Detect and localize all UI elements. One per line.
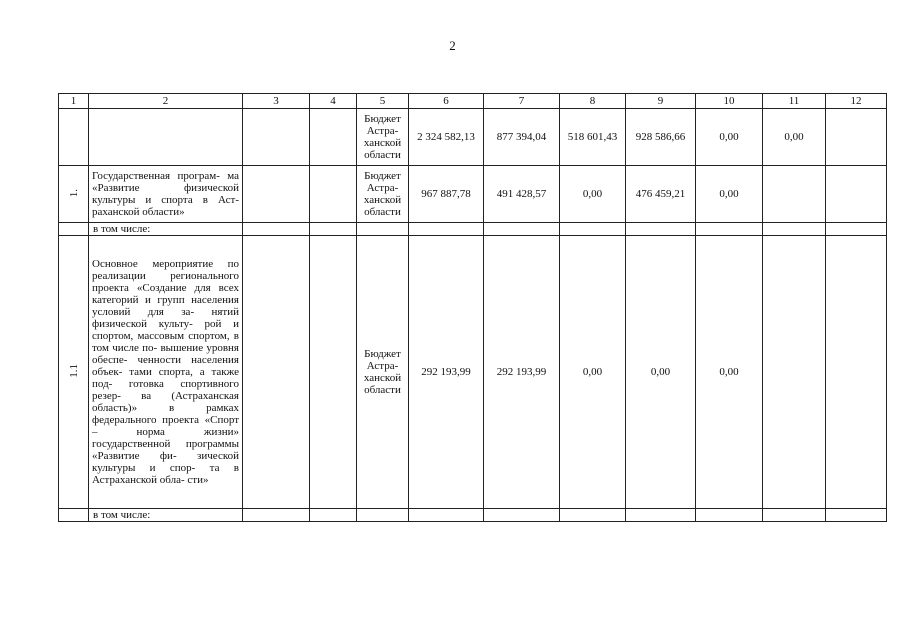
column-header: 5 xyxy=(357,94,409,109)
activity-name-cell: Основное мероприятие по реализации регионального проекта «Создание для всех категорий и групп населения условий для за- нятий физической культу- рой и спортом, массовым спортом, в том числе по- вышение уровня обеспе- ченности населения объек- тами спорта, а также под- готовка спортивного резер- ва (Астраханская область)» в рамках федерального проекта «Спорт – норма жизни» государственной программы «Развитие фи- зической культуры и спор- та в Астраханской обла- сти» xyxy=(89,236,243,509)
table-cell xyxy=(59,109,89,166)
amount-cell: 877 394,04 xyxy=(484,109,560,166)
table-cell xyxy=(243,223,310,236)
row-number-cell xyxy=(59,166,89,223)
funding-source-cell: Бюджет Астра- ханской области xyxy=(357,109,409,166)
table-cell xyxy=(310,236,357,509)
amount-cell: 0,00 xyxy=(560,166,626,223)
table-cell xyxy=(696,509,763,522)
amount-cell: 476 459,21 xyxy=(626,166,696,223)
table-cell xyxy=(243,236,310,509)
table-cell xyxy=(243,166,310,223)
amount-cell xyxy=(763,166,826,223)
column-header: 3 xyxy=(243,94,310,109)
column-header: 4 xyxy=(310,94,357,109)
amount-cell: 967 887,78 xyxy=(409,166,484,223)
column-header: 11 xyxy=(763,94,826,109)
table-cell xyxy=(357,223,409,236)
amount-cell: 292 193,99 xyxy=(484,236,560,509)
amount-cell xyxy=(826,236,887,509)
column-header: 2 xyxy=(89,94,243,109)
table-cell xyxy=(357,509,409,522)
subheading-cell: в том числе: xyxy=(89,509,243,522)
amount-cell: 0,00 xyxy=(626,236,696,509)
table-cell xyxy=(59,223,89,236)
amount-cell: 2 324 582,13 xyxy=(409,109,484,166)
table-row-program xyxy=(59,166,887,223)
amount-cell: 0,00 xyxy=(560,236,626,509)
table-header-row xyxy=(59,94,887,109)
table-cell xyxy=(409,223,484,236)
table-cell xyxy=(763,223,826,236)
table-cell xyxy=(484,509,560,522)
amount-cell: 0,00 xyxy=(696,109,763,166)
amount-cell: 0,00 xyxy=(696,166,763,223)
amount-cell: 491 428,57 xyxy=(484,166,560,223)
data-table-container xyxy=(58,93,886,522)
row-number-cell xyxy=(59,236,89,509)
column-header: 9 xyxy=(626,94,696,109)
table-cell xyxy=(243,109,310,166)
page-number: 2 xyxy=(449,38,456,53)
column-header: 1 xyxy=(59,94,89,109)
data-table xyxy=(58,93,887,522)
column-header: 10 xyxy=(696,94,763,109)
table-cell xyxy=(626,223,696,236)
funding-source-cell: Бюджет Астра- ханской области xyxy=(357,236,409,509)
table-cell xyxy=(89,109,243,166)
table-cell xyxy=(696,223,763,236)
table-cell xyxy=(560,223,626,236)
table-cell xyxy=(310,509,357,522)
table-cell xyxy=(59,509,89,522)
table-cell xyxy=(826,509,887,522)
table-cell xyxy=(484,223,560,236)
table-cell xyxy=(626,509,696,522)
column-header: 6 xyxy=(409,94,484,109)
amount-cell: 292 193,99 xyxy=(409,236,484,509)
table-cell xyxy=(560,509,626,522)
table-cell xyxy=(243,509,310,522)
row-number: 1. xyxy=(67,188,80,197)
column-header: 12 xyxy=(826,94,887,109)
amount-cell: 0,00 xyxy=(763,109,826,166)
table-cell xyxy=(763,509,826,522)
table-row-activity xyxy=(59,236,887,509)
table-row-totals xyxy=(59,109,887,166)
amount-cell xyxy=(826,166,887,223)
table-cell xyxy=(310,109,357,166)
amount-cell: 0,00 xyxy=(696,236,763,509)
amount-cell xyxy=(763,236,826,509)
table-cell xyxy=(310,166,357,223)
row-number: 1.1 xyxy=(67,363,80,378)
table-cell xyxy=(310,223,357,236)
subheading-cell: в том числе: xyxy=(89,223,243,236)
table-cell xyxy=(826,223,887,236)
table-cell xyxy=(409,509,484,522)
amount-cell xyxy=(826,109,887,166)
program-name-cell: Государственная програм- ма «Развитие физической культуры и спорта в Аст- раханской области» xyxy=(89,166,243,223)
table-row-subheading xyxy=(59,223,887,236)
column-header: 8 xyxy=(560,94,626,109)
funding-source-cell: Бюджет Астра- ханской области xyxy=(357,166,409,223)
amount-cell: 518 601,43 xyxy=(560,109,626,166)
amount-cell: 928 586,66 xyxy=(626,109,696,166)
column-header: 7 xyxy=(484,94,560,109)
table-row-subheading xyxy=(59,509,887,522)
